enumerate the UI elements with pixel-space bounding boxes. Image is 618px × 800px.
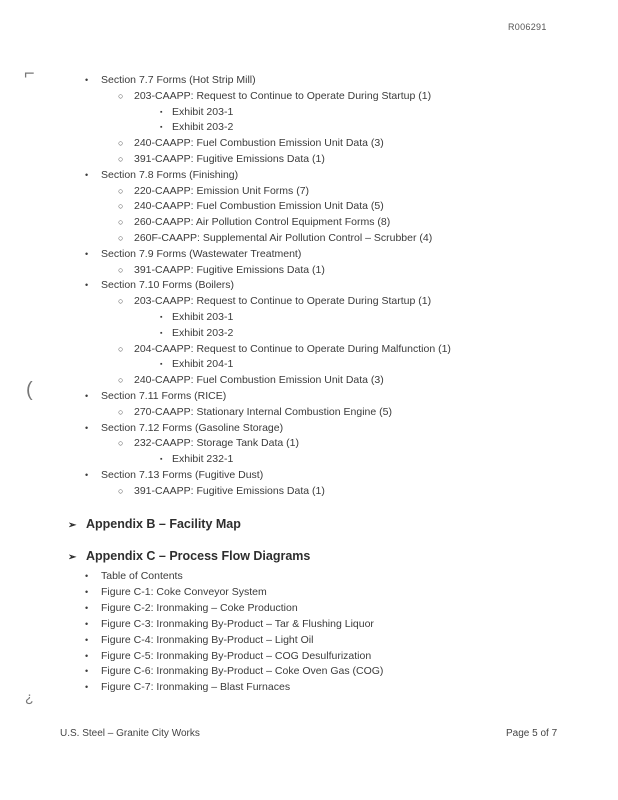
outline-item-text: Exhibit 203-2 [172,121,234,134]
outline-item-level-2 [118,264,325,276]
outline-item-text: 260-CAAPP: Air Pollution Control Equipment Forms (8) [134,216,391,229]
dot-bullet-icon: • [85,618,89,629]
outline-item-text: 391-CAAPP: Fugitive Emissions Data (1) [134,153,325,165]
outline-item-level-2 [118,485,325,497]
outline-item-text: Section 7.8 Forms (Finishing) [101,168,239,181]
appendix-c-item [85,586,267,598]
dot-bullet-icon: • [85,634,89,645]
outline-item-text: Section 7.7 Forms (Hot Strip Mill) [101,74,256,86]
outline-item-text: 270-CAAPP: Stationary Internal Combustion Engine (5) [134,405,392,418]
square-bullet-icon: ▪ [160,108,163,116]
circle-bullet-icon: ○ [118,264,124,275]
circle-bullet-icon: ○ [118,343,124,354]
circle-bullet-icon: ○ [118,138,124,149]
outline-item-text: Exhibit 232-1 [172,453,234,466]
circle-bullet-icon: ○ [118,233,124,243]
circle-bullet-icon: ○ [118,154,124,164]
outline-item-text: 240-CAAPP: Fuel Combustion Emission Unit Data (3) [134,137,384,150]
outline-item-level-2 [118,374,384,386]
outline-item-level-1 [85,469,263,481]
appendix-c-item-text: Figure C-4: Ironmaking By-Product – Light Oil [101,633,314,646]
square-bullet-icon: ▪ [160,361,163,369]
square-bullet-icon: ▪ [160,124,163,132]
dot-bullet-icon: • [85,470,89,480]
scan-artifact-mark: ⌐ [24,63,35,83]
outline-item-level-1 [85,279,234,291]
appendix-c-item-text: Figure C-1: Coke Conveyor System [101,585,267,598]
circle-bullet-icon: ○ [118,217,124,228]
outline-item-text: 220-CAAPP: Emission Unit Forms (7) [134,184,310,197]
arrow-bullet-icon: ➢ [68,552,77,563]
outline-item-text: Exhibit 203-1 [172,105,234,118]
outline-item-level-2 [118,343,451,355]
outline-item-text: Section 7.13 Forms (Fugitive Dust) [101,469,264,481]
outline-item-text: 232-CAAPP: Storage Tank Data (1) [134,437,299,450]
appendix-c-item [85,665,383,677]
outline-item-level-3 [160,453,233,466]
outline-item-text: 203-CAAPP: Request to Continue to Operate During Startup (1) [134,295,432,308]
outline-item-text: 260F-CAAPP: Supplemental Air Pollution Control – Scrubber (4) [134,232,433,244]
outline-item-text: 203-CAAPP: Request to Continue to Operate During Startup (1) [134,89,432,102]
outline-item-text: 240-CAAPP: Fuel Combustion Emission Unit Data (3) [134,374,384,387]
appendix-c-item-text: Figure C-3: Ironmaking By-Product – Tar & Flushing Liquor [101,617,374,630]
appendix-c-item [85,634,313,646]
dot-bullet-icon: • [85,391,89,401]
outline-item-level-2 [118,200,384,212]
appendix-c-item [85,602,298,614]
appendix-b-title: Appendix B – Facility Map [86,517,241,531]
dot-bullet-icon: • [85,422,89,433]
outline-item-level-2 [118,185,309,197]
outline-item-level-2 [118,406,392,418]
outline-item-level-1 [85,390,226,402]
dot-bullet-icon: • [85,666,89,677]
circle-bullet-icon: ○ [118,201,124,212]
dot-bullet-icon: • [85,571,89,581]
outline-item-level-2 [118,232,432,244]
outline-item-level-2 [118,437,299,449]
outline-item-level-2 [118,216,390,228]
dot-bullet-icon: • [85,586,89,597]
square-bullet-icon: ▪ [160,456,163,464]
appendix-c-item [85,618,374,630]
outline-item-text: Section 7.12 Forms (Gasoline Storage) [101,421,284,434]
appendix-c-item-text: Figure C-6: Ironmaking By-Product – Coke Oven Gas (COG) [101,665,384,678]
square-bullet-icon: ▪ [160,314,163,321]
outline-item-level-2 [118,153,325,165]
dot-bullet-icon: • [85,650,89,661]
appendix-c-item-text: Figure C-7: Ironmaking – Blast Furnaces [101,681,291,694]
outline-item-text: 204-CAAPP: Request to Continue to Operate During Malfunction (1) [134,342,451,355]
appendix-c-item [85,650,371,662]
outline-item-text: 391-CAAPP: Fugitive Emissions Data (1) [134,484,325,497]
dot-bullet-icon: • [85,169,89,180]
appendix-c-item-text: Table of Contents [101,570,183,582]
square-bullet-icon: ▪ [160,329,163,337]
outline-item-level-3 [160,121,233,134]
document-page-id: R006291 [508,22,547,32]
outline-item-text: Exhibit 203-2 [172,326,234,339]
appendix-c-item-text: Figure C-5: Ironmaking By-Product – COG Desulfurization [101,649,372,662]
circle-bullet-icon: ○ [118,90,124,101]
arrow-bullet-icon: ➢ [68,520,77,531]
appendix-c-item-text: Figure C-2: Ironmaking – Coke Production [101,601,298,614]
dot-bullet-icon: • [85,682,89,693]
outline-item-level-1 [85,248,301,260]
outline-item-text: 391-CAAPP: Fugitive Emissions Data (1) [134,263,325,276]
outline-item-level-3 [160,106,233,119]
dot-bullet-icon: • [85,248,89,259]
appendix-c-title: Appendix C – Process Flow Diagrams [86,549,311,563]
appendix-b-heading [68,517,241,531]
scan-artifact-mark: ¿ [25,689,34,705]
scan-artifact-mark: ( [26,379,33,401]
outline-item-level-2 [118,137,384,149]
dot-bullet-icon: • [85,602,89,613]
footer-page-number: Page 5 of 7 [506,728,558,739]
footer-facility-name: U.S. Steel – Granite City Works [60,728,200,739]
outline-item-text: 240-CAAPP: Fuel Combustion Emission Unit Data (5) [134,200,384,213]
outline-item-level-3 [160,358,233,371]
dot-bullet-icon: • [85,75,89,85]
outline-item-level-1 [85,74,256,86]
circle-bullet-icon: ○ [118,406,124,417]
outline-item-text: Section 7.9 Forms (Wastewater Treatment) [101,247,302,260]
outline-item-level-3 [160,311,233,324]
circle-bullet-icon: ○ [118,296,124,307]
circle-bullet-icon: ○ [118,185,124,196]
circle-bullet-icon: ○ [118,375,124,386]
outline-item-text: Section 7.11 Forms (RICE) [101,390,227,402]
dot-bullet-icon: • [85,280,89,291]
appendix-c-item [85,570,183,582]
circle-bullet-icon: ○ [118,438,124,449]
outline-item-text: Exhibit 204-1 [172,358,234,371]
outline-item-level-2 [118,295,431,307]
outline-item-level-1 [85,169,238,181]
circle-bullet-icon: ○ [118,485,124,496]
outline-item-level-2 [118,90,431,102]
outline-item-text: Section 7.10 Forms (Boilers) [101,279,235,292]
appendix-c-heading [68,549,310,563]
outline-item-level-1 [85,422,283,434]
outline-item-text: Exhibit 203-1 [172,311,234,323]
outline-item-level-3 [160,327,233,340]
appendix-c-item [85,681,290,693]
